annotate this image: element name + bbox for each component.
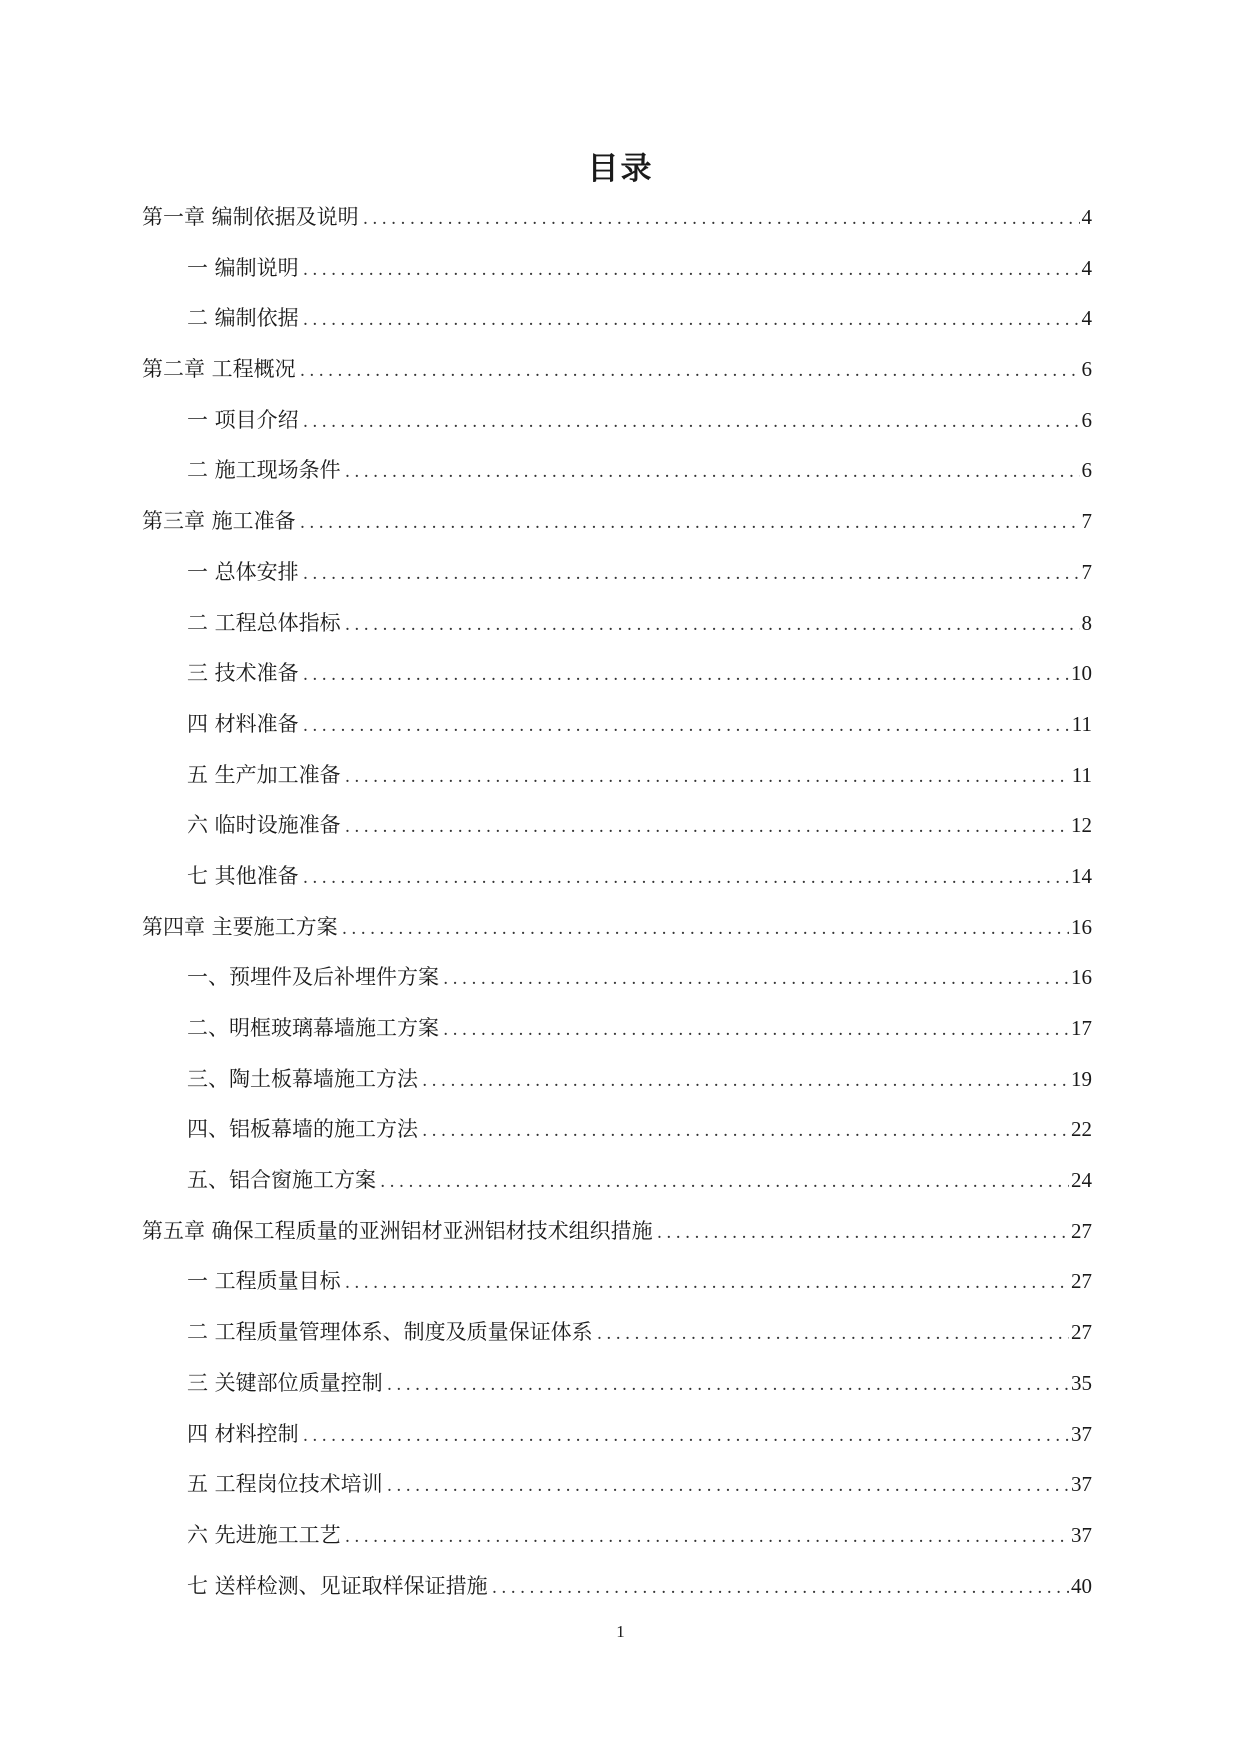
toc-dot-leader bbox=[345, 1522, 1069, 1552]
toc-entry-page-number: 6 bbox=[1081, 458, 1092, 483]
toc-dot-leader bbox=[657, 1218, 1069, 1248]
toc-entry-label: 三、陶土板幕墙施工方法 bbox=[187, 1066, 418, 1091]
toc-entry-page-number: 27 bbox=[1071, 1269, 1092, 1294]
toc-entry-label: 五 生产加工准备 bbox=[187, 762, 341, 787]
toc-entry-page-number: 4 bbox=[1081, 205, 1092, 229]
toc-section-entry[interactable] bbox=[142, 861, 1092, 912]
toc-dot-leader bbox=[387, 1370, 1069, 1400]
toc-chapter-entry[interactable] bbox=[142, 506, 1092, 557]
toc-section-entry[interactable] bbox=[142, 1469, 1092, 1520]
toc-dot-leader bbox=[303, 407, 1080, 437]
toc-entry-label: 六 临时设施准备 bbox=[187, 813, 341, 838]
toc-entry-page-number: 22 bbox=[1071, 1117, 1092, 1142]
toc-entry-page-number: 10 bbox=[1071, 661, 1092, 686]
toc-dot-leader bbox=[300, 356, 1080, 386]
toc-dot-leader bbox=[363, 204, 1080, 234]
toc-entry-page-number: 11 bbox=[1071, 711, 1092, 736]
toc-entry-label: 一、预埋件及后补埋件方案 bbox=[187, 965, 439, 990]
toc-entry-label: 四、铝板幕墙的施工方法 bbox=[187, 1117, 418, 1142]
table-of-contents bbox=[142, 202, 1092, 1621]
toc-entry-label: 一 项目介绍 bbox=[187, 407, 299, 432]
toc-section-entry[interactable] bbox=[142, 962, 1092, 1013]
toc-dot-leader bbox=[380, 1167, 1069, 1197]
toc-dot-leader bbox=[303, 1421, 1069, 1451]
toc-section-entry[interactable] bbox=[142, 1266, 1092, 1317]
toc-entry-label: 一 编制说明 bbox=[187, 255, 299, 280]
toc-entry-label: 二、明框玻璃幕墙施工方案 bbox=[187, 1016, 439, 1040]
toc-dot-leader bbox=[345, 1268, 1069, 1298]
toc-entry-label: 五、铝合窗施工方案 bbox=[187, 1168, 376, 1193]
toc-entry-page-number: 24 bbox=[1071, 1168, 1092, 1193]
toc-entry-label: 七 送样检测、见证取样保证措施 bbox=[187, 1573, 488, 1598]
toc-chapter-entry[interactable] bbox=[142, 354, 1092, 405]
toc-section-entry[interactable] bbox=[142, 709, 1092, 760]
toc-section-entry[interactable] bbox=[142, 303, 1092, 354]
toc-section-entry[interactable] bbox=[142, 1013, 1092, 1064]
toc-entry-label: 七 其他准备 bbox=[187, 863, 299, 888]
toc-section-entry[interactable] bbox=[142, 1419, 1092, 1470]
toc-dot-leader bbox=[303, 255, 1080, 285]
toc-section-entry[interactable] bbox=[142, 557, 1092, 608]
toc-dot-leader bbox=[597, 1319, 1069, 1349]
toc-entry-label: 四 材料准备 bbox=[187, 711, 299, 736]
toc-entry-page-number: 27 bbox=[1071, 1218, 1092, 1243]
toc-section-entry[interactable] bbox=[142, 253, 1092, 304]
toc-entry-label: 四 材料控制 bbox=[187, 1421, 299, 1446]
toc-dot-leader bbox=[443, 964, 1069, 994]
toc-chapter-entry[interactable] bbox=[142, 1216, 1092, 1267]
toc-section-entry[interactable] bbox=[142, 1368, 1092, 1419]
toc-dot-leader bbox=[345, 812, 1069, 842]
toc-dot-leader bbox=[342, 914, 1069, 944]
toc-entry-page-number: 37 bbox=[1071, 1522, 1092, 1547]
toc-entry-page-number: 17 bbox=[1071, 1016, 1092, 1040]
toc-section-entry[interactable] bbox=[142, 760, 1092, 811]
toc-section-entry[interactable] bbox=[142, 608, 1092, 659]
toc-entry-label: 第五章 确保工程质量的亚洲铝材亚洲铝材技术组织措施 bbox=[142, 1218, 653, 1243]
toc-entry-page-number: 40 bbox=[1071, 1573, 1092, 1598]
toc-section-entry[interactable] bbox=[142, 1064, 1092, 1115]
toc-entry-page-number: 37 bbox=[1071, 1421, 1092, 1446]
toc-entry-page-number: 8 bbox=[1081, 610, 1092, 635]
toc-entry-label: 一 总体安排 bbox=[187, 559, 299, 584]
toc-dot-leader bbox=[345, 762, 1070, 792]
toc-entry-page-number: 12 bbox=[1071, 813, 1092, 838]
toc-entry-label: 二 工程质量管理体系、制度及质量保证体系 bbox=[187, 1320, 593, 1345]
toc-entry-label: 第三章 施工准备 bbox=[142, 509, 296, 534]
toc-title: 目录 bbox=[587, 151, 654, 187]
toc-dot-leader bbox=[303, 863, 1069, 893]
toc-entry-label: 三 关键部位质量控制 bbox=[187, 1370, 383, 1395]
toc-dot-leader bbox=[422, 1066, 1069, 1096]
toc-entry-label: 第四章 主要施工方案 bbox=[142, 914, 338, 939]
toc-entry-page-number: 16 bbox=[1071, 965, 1092, 990]
toc-dot-leader bbox=[387, 1471, 1069, 1501]
toc-entry-label: 第一章 编制依据及说明 bbox=[142, 205, 359, 229]
toc-section-entry[interactable] bbox=[142, 455, 1092, 506]
toc-entry-label: 二 工程总体指标 bbox=[187, 610, 341, 635]
toc-entry-label: 六 先进施工工艺 bbox=[187, 1522, 341, 1547]
toc-entry-page-number: 11 bbox=[1071, 762, 1092, 787]
toc-dot-leader bbox=[492, 1573, 1069, 1603]
toc-entry-page-number: 27 bbox=[1071, 1320, 1092, 1345]
toc-section-entry[interactable] bbox=[142, 1520, 1092, 1571]
toc-entry-label: 第二章 工程概况 bbox=[142, 357, 296, 382]
toc-dot-leader bbox=[303, 305, 1080, 335]
toc-entry-label: 三 技术准备 bbox=[187, 661, 299, 686]
toc-entry-label: 一 工程质量目标 bbox=[187, 1269, 341, 1294]
toc-entry-page-number: 7 bbox=[1081, 509, 1092, 534]
toc-entry-page-number: 19 bbox=[1071, 1066, 1092, 1091]
toc-section-entry[interactable] bbox=[142, 405, 1092, 456]
toc-dot-leader bbox=[443, 1015, 1069, 1045]
toc-section-entry[interactable] bbox=[142, 1165, 1092, 1216]
toc-entry-page-number: 6 bbox=[1081, 407, 1092, 432]
toc-dot-leader bbox=[303, 711, 1070, 741]
toc-entry-page-number: 14 bbox=[1071, 863, 1092, 888]
toc-entry-label: 二 编制依据 bbox=[187, 306, 299, 331]
toc-dot-leader bbox=[422, 1116, 1069, 1146]
toc-section-entry[interactable] bbox=[142, 1317, 1092, 1368]
page-number: 1 bbox=[616, 1622, 625, 1641]
toc-entry-page-number: 6 bbox=[1081, 357, 1092, 382]
toc-dot-leader bbox=[345, 457, 1080, 487]
toc-chapter-entry[interactable] bbox=[142, 912, 1092, 963]
toc-entry-page-number: 37 bbox=[1071, 1472, 1092, 1497]
toc-section-entry[interactable] bbox=[142, 1571, 1092, 1622]
toc-dot-leader bbox=[345, 610, 1080, 640]
toc-entry-page-number: 4 bbox=[1081, 255, 1092, 280]
toc-dot-leader bbox=[303, 559, 1080, 589]
toc-entry-page-number: 35 bbox=[1071, 1370, 1092, 1395]
toc-section-entry[interactable] bbox=[142, 810, 1092, 861]
toc-section-entry[interactable] bbox=[142, 1114, 1092, 1165]
toc-section-entry[interactable] bbox=[142, 658, 1092, 709]
toc-entry-label: 二 施工现场条件 bbox=[187, 458, 341, 483]
toc-entry-page-number: 7 bbox=[1081, 559, 1092, 584]
toc-entry-page-number: 16 bbox=[1071, 914, 1092, 939]
toc-dot-leader bbox=[300, 508, 1080, 538]
toc-chapter-entry[interactable] bbox=[142, 202, 1092, 253]
toc-entry-page-number: 4 bbox=[1081, 306, 1092, 331]
toc-dot-leader bbox=[303, 660, 1069, 690]
toc-entry-label: 五 工程岗位技术培训 bbox=[187, 1472, 383, 1497]
